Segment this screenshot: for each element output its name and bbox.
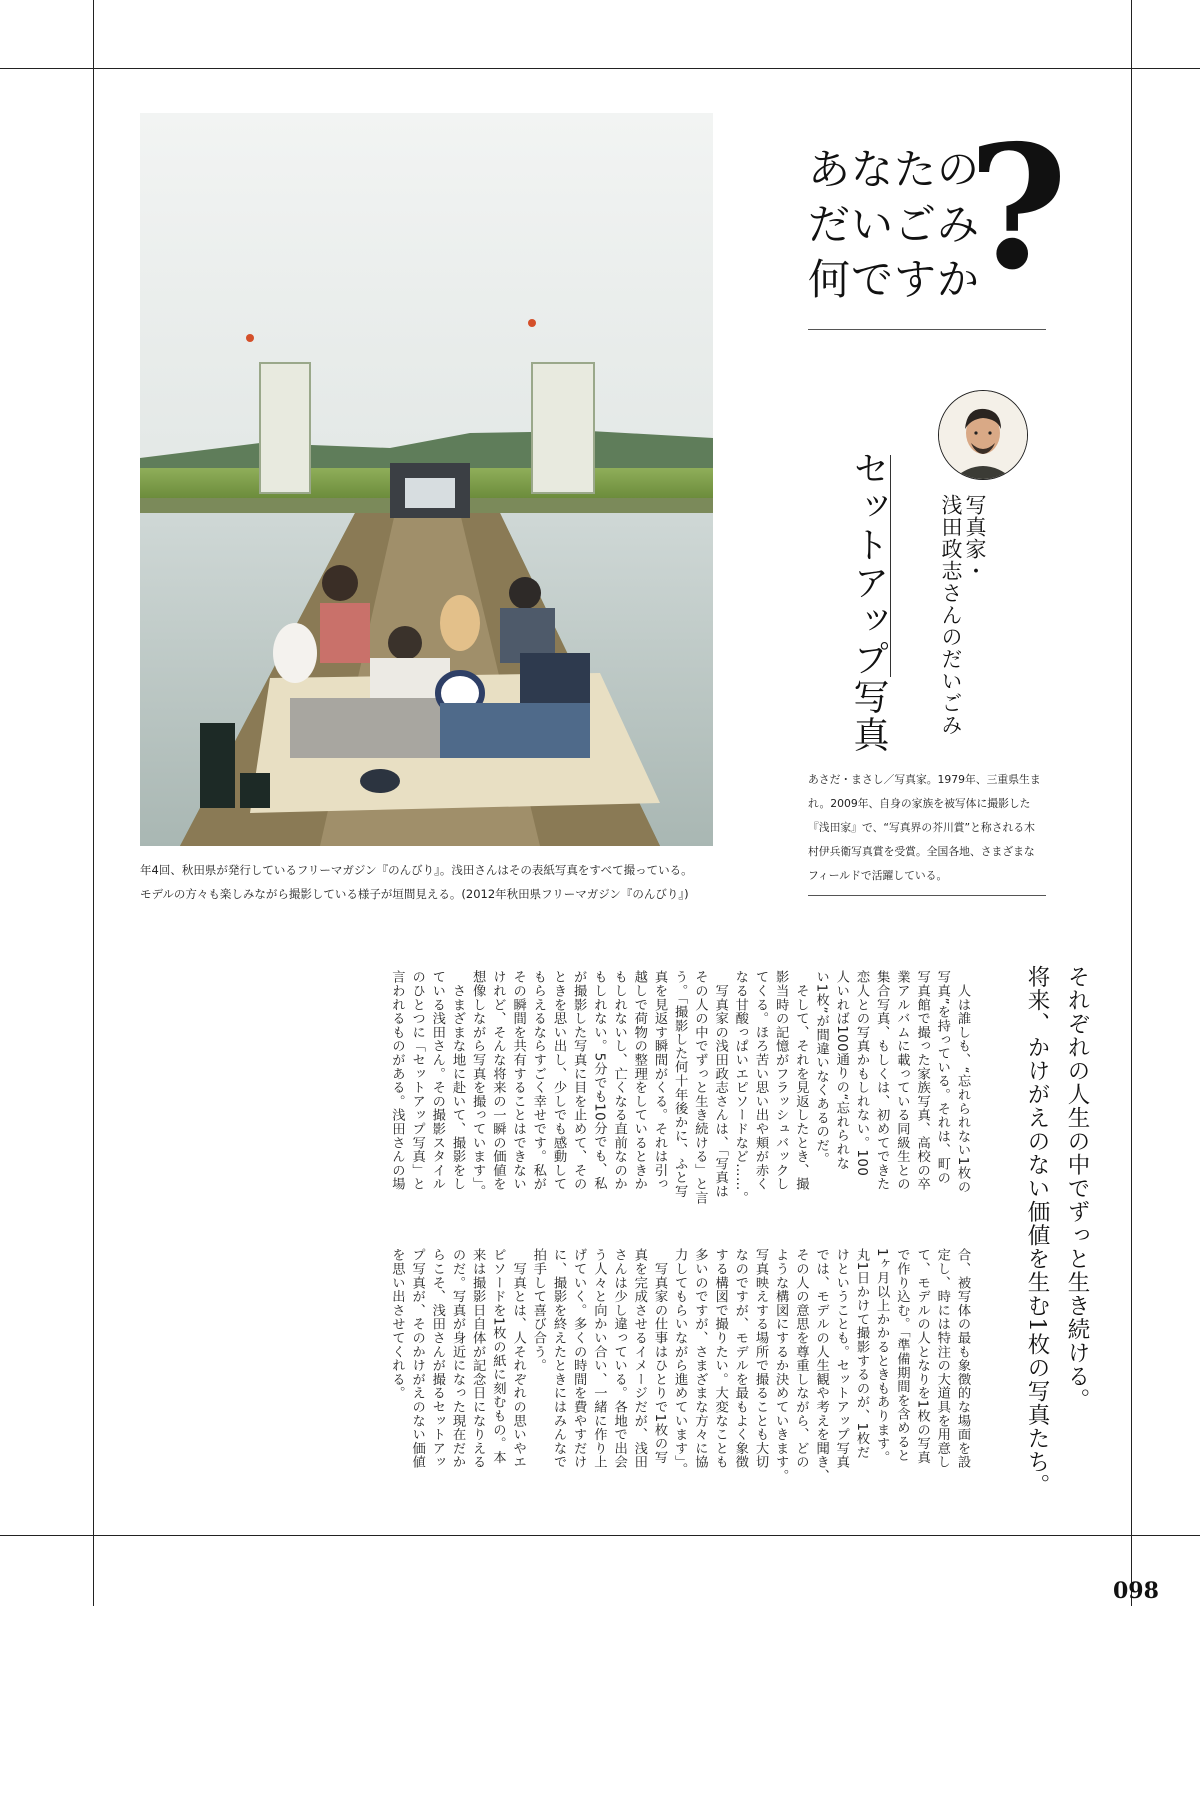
page-number: 098: [1113, 1578, 1159, 1604]
article-column: 真を完成させるイメージだが、浅田: [631, 1248, 647, 1469]
article-column: 丸1日かけて撮影するのが、1枚だ: [854, 1248, 869, 1460]
article-column: てくる。ほろ苦い思い出や頬が赤く: [753, 970, 768, 1191]
bio-divider: [808, 895, 1046, 896]
photo-caption: [140, 858, 740, 906]
article-column: 人は誰しも、“忘れられない1枚の: [955, 970, 970, 1194]
bio-line: あさだ・まさし／写真家。1979年、三重県生ま: [808, 773, 1041, 786]
article-column: もしれない。5分でも10分でも、私: [591, 970, 607, 1191]
question-mark-ornament: ?: [968, 108, 1068, 308]
portrait-icon: [938, 390, 1028, 480]
bio-line: 『浅田家』で、“写真界の芥川賞”と称される木: [808, 821, 1035, 834]
article-column: 真を見返す瞬間がくる。それは引っ: [652, 970, 667, 1191]
article-column: 1ヶ月以上かかるときもあります。: [874, 1248, 890, 1464]
article-column: 拍手して喜び合う。: [530, 1248, 546, 1373]
article-column: い1枚”が間違いなくあるのだ。: [813, 970, 829, 1166]
article-column: 力してもらいながら進めています」。: [672, 1248, 688, 1476]
top-crop-line: [0, 68, 1200, 69]
article-column: 言われるものがある。浅田さんの場: [389, 970, 405, 1191]
page-title-line: あなたの: [808, 145, 981, 194]
right-crop-line: [1131, 0, 1132, 1606]
article-column: けれど、そんな将来の一瞬の価値を: [490, 970, 506, 1191]
article-column: プ写真が、そのかけがえのない価値: [409, 1248, 425, 1469]
article-column: う。「撮影した何十年後かに、ふと写: [672, 970, 688, 1198]
article-column: ピソードを1枚の紙に刻むもの。本: [490, 1248, 506, 1464]
article-column: 写真家の仕事はひとりで1枚の写: [652, 1248, 667, 1464]
title-divider: [808, 329, 1046, 330]
article-column: う人々と向かい合い、一緒に作り上: [591, 1248, 607, 1469]
article-column: 合、被写体の最も象徴的な場面を設: [955, 1248, 970, 1469]
article-column: 業アルバムに載っている同級生との: [894, 970, 910, 1191]
article-column: では、モデルの人生観や考えを聞き、: [813, 1248, 829, 1483]
bio-line: フィールドで活躍している。: [808, 869, 948, 882]
article-column: 想像しながら写真を撮っています」。: [470, 970, 486, 1198]
article-column: げていく。多くの時間を費やすだけ: [571, 1248, 587, 1469]
article-column: 定し、時には特注の大道具を用意し: [934, 1248, 950, 1469]
bio-line: 村伊兵衛写真賞を受賞。全国各地、さまざまな: [808, 845, 1035, 858]
article-column: 影当時の記憶がフラッシュバックし: [773, 970, 789, 1191]
page-title-line: 何ですか: [808, 255, 981, 304]
article-column: その瞬間を共有することはできない: [510, 970, 526, 1191]
article-column: もらえるならすごく幸せです。私が: [530, 970, 546, 1191]
article-column: に、撮影を終えたときにはみんなで: [551, 1248, 566, 1469]
article-column: 写真館で撮った家族写真、高校の卒: [914, 970, 930, 1191]
article-column: 写真とは、人それぞれの思いやエ: [510, 1248, 526, 1469]
article-column: ような構図にするか決めていきます。: [773, 1248, 789, 1483]
cover-photo-illustration: [140, 113, 713, 846]
article-column: 集合写真、もしくは、初めてできた: [874, 970, 890, 1191]
headline-line-1: それぞれの人生の中でずっと生き続ける。: [1064, 965, 1090, 1412]
article-column: もしれないし、亡くなる直前なのか: [611, 970, 627, 1191]
article-column: で作り込む。「準備期間を含めると: [894, 1248, 910, 1463]
article-column: 写真映えする場所で撮ることも大切: [753, 1248, 768, 1469]
article-column: けということも。セットアップ写真: [833, 1248, 849, 1469]
article-column: その人の意思を尊重しながら、どの: [793, 1248, 809, 1469]
article-column: 来は撮影日自体が記念日になりえる: [470, 1248, 486, 1469]
photographer-bio: [808, 768, 1048, 888]
article-column: その人の中でずっと生き続ける」と言: [692, 970, 708, 1205]
article-column: そして、それを見返したとき、撮: [793, 970, 809, 1191]
article-column: のひとつに「セットアップ写真」と: [409, 970, 425, 1191]
article-column: する構図で撮りたい。大変なことも: [712, 1248, 728, 1469]
article-column: 写真”を持っている。それは、町の: [934, 970, 950, 1185]
article-column: て、モデルの人となりを1枚の写真: [914, 1248, 930, 1464]
article-column: なる甘酸っぱいエピソードなど……。: [732, 970, 748, 1205]
article-column: 人いれば100通りの“忘れられな: [833, 970, 849, 1170]
headline-line-2: 将来、かけがえのない価値を生む1枚の写真たち。: [1024, 965, 1050, 1498]
article-column: 越しで荷物の整理をしているときか: [631, 970, 647, 1191]
page-title-line: だいごみ: [808, 200, 981, 249]
photo-caption-line: モデルの方々も楽しみながら撮影している様子が垣間見える。(2012年秋田県フリーマガジン『のんびり』): [140, 887, 689, 901]
article-column: ときを思い出し、少しでも感動して: [551, 970, 566, 1191]
feature-title-rule: [890, 455, 891, 677]
photo-caption-line: 年4回、秋田県が発行しているフリーマガジン『のんびり』。浅田さんはその表紙写真をすべて撮っている。: [140, 863, 693, 877]
article-column: 写真家の浅田政志さんは、「写真は: [712, 970, 728, 1198]
article-column: 恋人との写真かもしれない。100: [854, 970, 869, 1177]
cover-photo: [140, 113, 713, 846]
article-column: のだ。写真が身近になった現在だか: [450, 1248, 465, 1469]
article-column: が撮影した写真に目を止めて、その: [571, 970, 587, 1191]
article-column: さまざまな地に赴いて、撮影をし: [450, 970, 465, 1191]
article-column: 多いのですが、さまざまな方々に協: [692, 1248, 708, 1469]
article-column: らこそ、浅田さんが撮るセットアッ: [429, 1248, 445, 1469]
portrait-illustration: [939, 391, 1027, 479]
feature-title: セットアップ写真: [848, 450, 889, 754]
article-column: さんは少し違っている。各地で出会: [611, 1248, 627, 1469]
article-column: ている浅田さん。その撮影スタイル: [429, 970, 445, 1191]
left-crop-line: [93, 0, 94, 1606]
byline-name: 浅田政志さんのだいごみ: [939, 494, 963, 736]
article-column: なのですが、モデルを最もよく象徴: [732, 1248, 748, 1469]
bio-line: れ。2009年、自身の家族を被写体に撮影した: [808, 797, 1031, 810]
byline-role: 写真家・: [963, 494, 987, 582]
article-column: を思い出させてくれる。: [389, 1248, 405, 1400]
